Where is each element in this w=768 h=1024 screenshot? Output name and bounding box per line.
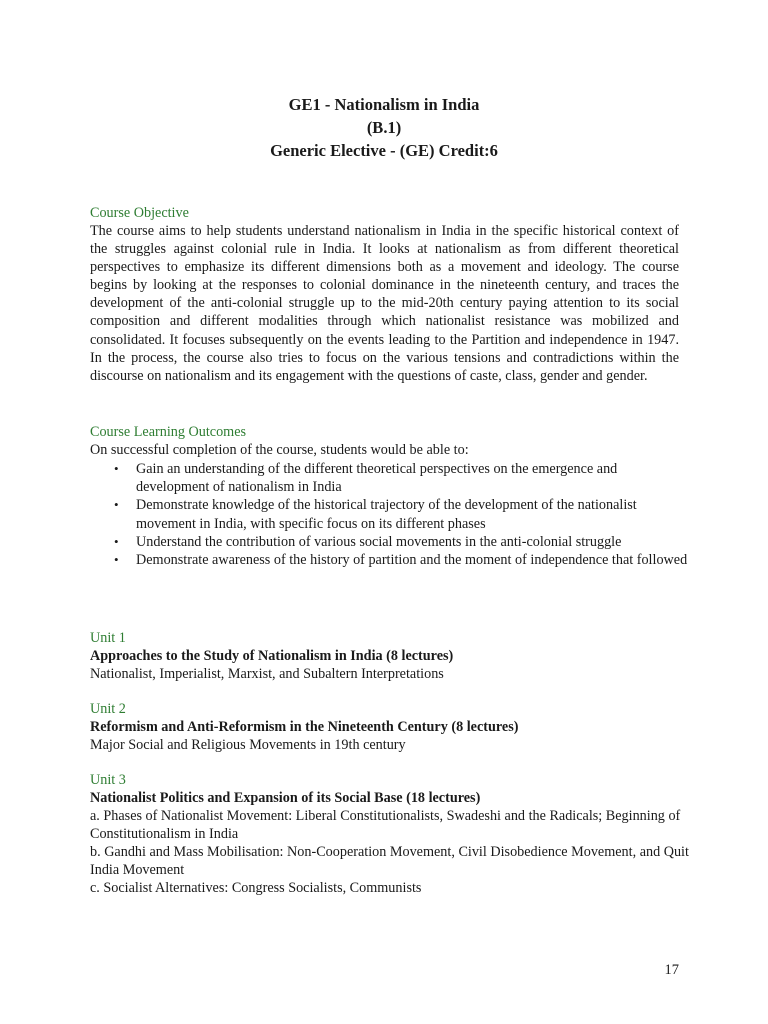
list-item: [90, 496, 690, 532]
unit-1: [90, 629, 690, 683]
unit-3: [90, 771, 690, 897]
outcomes-heading: Course Learning Outcomes: [90, 424, 247, 440]
list-item: [90, 533, 690, 551]
outcome-text: Demonstrate knowledge of the historical trajectory of the development of the nationalist movement in India, with specific focus on its different phases: [136, 497, 637, 532]
bullet-icon: •: [114, 497, 119, 513]
unit-2: [90, 700, 690, 754]
unit-label: Unit 1: [90, 630, 126, 646]
unit-title: Approaches to the Study of Nationalism in India (8 lectures): [90, 648, 454, 664]
bullet-icon: •: [114, 552, 119, 568]
unit-title: Nationalist Politics and Expansion of its Social Base (18 lectures): [90, 790, 481, 806]
outcomes-list: [90, 460, 690, 569]
document-header: [0, 93, 768, 162]
objective-text: The course aims to help students understand nationalism in India in the specific historical context of the struggles against colonial rule in India. It looks at nationalism as from different theoretical perspectives to emphasize its different dimensions both as a movement and ideology. The course begins by looking at the responses to colonial dominance in the nineteenth century, and traces the development of the anti-colonial struggle up to the mid-20th century paying attention to its social composition and different modalities through which nationalist resistance was mobilized and consolidated. It focuses subsequently on the events leading to the Partition and independence in 1947. In the process, the course also tries to focus on the various tensions and contradictions within the discourse on nationalism and its engagement with the questions of caste, class, gender and gender.: [90, 223, 679, 384]
unit-label: Unit 2: [90, 701, 126, 717]
outcome-text: Gain an understanding of the different theoretical perspectives on the emergence and development of nationalism in India: [136, 461, 618, 496]
list-item: [90, 460, 690, 496]
list-item: [90, 551, 690, 569]
unit-title: Reformism and Anti-Reformism in the Nineteenth Century (8 lectures): [90, 719, 519, 735]
page-number: 17: [664, 962, 679, 978]
unit-topic: Major Social and Religious Movements in 19th century: [90, 737, 406, 753]
unit-topic: c. Socialist Alternatives: Congress Socialists, Communists: [90, 880, 422, 896]
unit-topic: b. Gandhi and Mass Mobilisation: Non-Cooperation Movement, Civil Disobedience Movement, and Quit India Movement: [90, 844, 689, 878]
unit-label: Unit 3: [90, 772, 126, 788]
objective-heading: Course Objective: [90, 205, 189, 221]
course-credit: Generic Elective - (GE) Credit:6: [270, 141, 498, 160]
outcomes-intro: On successful completion of the course, students would be able to:: [90, 442, 469, 458]
course-title: GE1 - Nationalism in India: [288, 95, 480, 114]
outcome-text: Demonstrate awareness of the history of partition and the moment of independence that followed: [136, 552, 688, 569]
unit-topic: Nationalist, Imperialist, Marxist, and Subaltern Interpretations: [90, 666, 444, 682]
course-code: (B.1): [366, 118, 402, 137]
bullet-icon: •: [114, 533, 119, 549]
outcome-text: Understand the contribution of various social movements in the anti-colonial struggle: [136, 533, 622, 550]
unit-topic: a. Phases of Nationalist Movement: Liberal Constitutionalists, Swadeshi and the Radicals; Beginning of Constitutionalism in India: [90, 808, 681, 842]
bullet-icon: •: [114, 461, 119, 476]
